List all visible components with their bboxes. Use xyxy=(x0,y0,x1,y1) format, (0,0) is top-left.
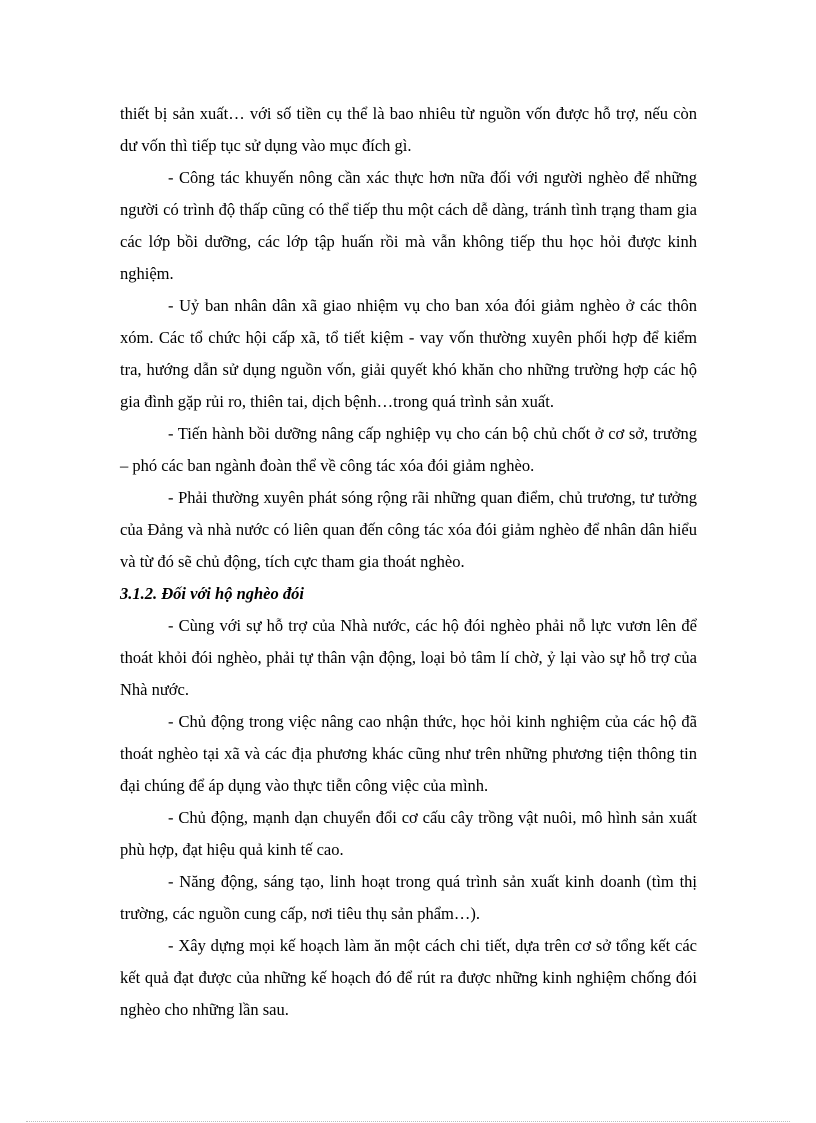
paragraph-awareness: - Chủ động trong việc nâng cao nhận thức, học hỏi kinh nghiệm của các hộ đã thoát nghèo tại xã và các địa phương khác cũng như trên những phương tiện thông tin đại chúng để áp dụng vào thực tiễn công việc của mình. xyxy=(120,712,697,795)
paragraph-dynamic-business: - Năng động, sáng tạo, linh hoạt trong quá trình sản xuất kinh doanh (tìm thị trường, các nguồn cung cấp, nơi tiêu thụ sản phẩm…). xyxy=(120,872,697,923)
paragraph-planning: - Xây dựng mọi kế hoạch làm ăn một cách chi tiết, dựa trên cơ sở tổng kết các kết quả đạt được của những kế hoạch đó để rút ra được những kinh nghiệm chống đói nghèo cho những lần sau. xyxy=(120,936,697,1019)
paragraph-crop-conversion: - Chủ động, mạnh dạn chuyển đổi cơ cấu cây trồng vật nuôi, mô hình sản xuất phù hợp, đạt hiệu quả kinh tế cao. xyxy=(120,808,697,859)
paragraph-continuation: thiết bị sản xuất… với số tiền cụ thể là bao nhiêu từ nguồn vốn được hỗ trợ, nếu còn dư vốn thì tiếp tục sử dụng vào mục đích gì. xyxy=(120,104,697,155)
page-content xyxy=(120,98,697,1026)
paragraph-commune-committee: - Uỷ ban nhân dân xã giao nhiệm vụ cho ban xóa đói giảm nghèo ở các thôn xóm. Các tổ chức hội cấp xã, tổ tiết kiệm - vay vốn thường xuyên phối hợp để kiểm tra, hướng dẫn sử dụng nguồn vốn, giải quyết khó khăn cho những trường hợp các hộ gia đình gặp rủi ro, thiên tai, dịch bệnh…trong quá trình sản xuất. xyxy=(120,296,697,411)
paragraph-agricultural-extension: - Công tác khuyến nông cần xác thực hơn nữa đối với người nghèo để những người có trình độ thấp cũng có thể tiếp thu một cách dễ dàng, tránh tình trạng tham gia các lớp bồi dưỡng, các lớp tập huấn rồi mà vẫn không tiếp thu học hỏi được kinh nghiệm. xyxy=(120,168,697,283)
paragraph-self-effort: - Cùng với sự hỗ trợ của Nhà nước, các hộ đói nghèo phải nỗ lực vươn lên để thoát khỏi đói nghèo, phải tự thân vận động, loại bỏ tâm lí chờ, ỷ lại vào sự hỗ trợ của Nhà nước. xyxy=(120,616,697,699)
page-bottom-border xyxy=(26,1121,790,1122)
section-heading: 3.1.2. Đối với hộ nghèo đói xyxy=(120,584,304,603)
paragraph-broadcasting: - Phải thường xuyên phát sóng rộng rãi những quan điểm, chủ trương, tư tưởng của Đảng và nhà nước có liên quan đến công tác xóa đói giảm nghèo để nhân dân hiểu và từ đó sẽ chủ động, tích cực tham gia thoát nghèo. xyxy=(120,488,697,571)
paragraph-staff-training: - Tiến hành bồi dưỡng nâng cấp nghiệp vụ cho cán bộ chủ chốt ở cơ sở, trưởng – phó các ban ngành đoàn thể về công tác xóa đói giảm nghèo. xyxy=(120,424,697,475)
